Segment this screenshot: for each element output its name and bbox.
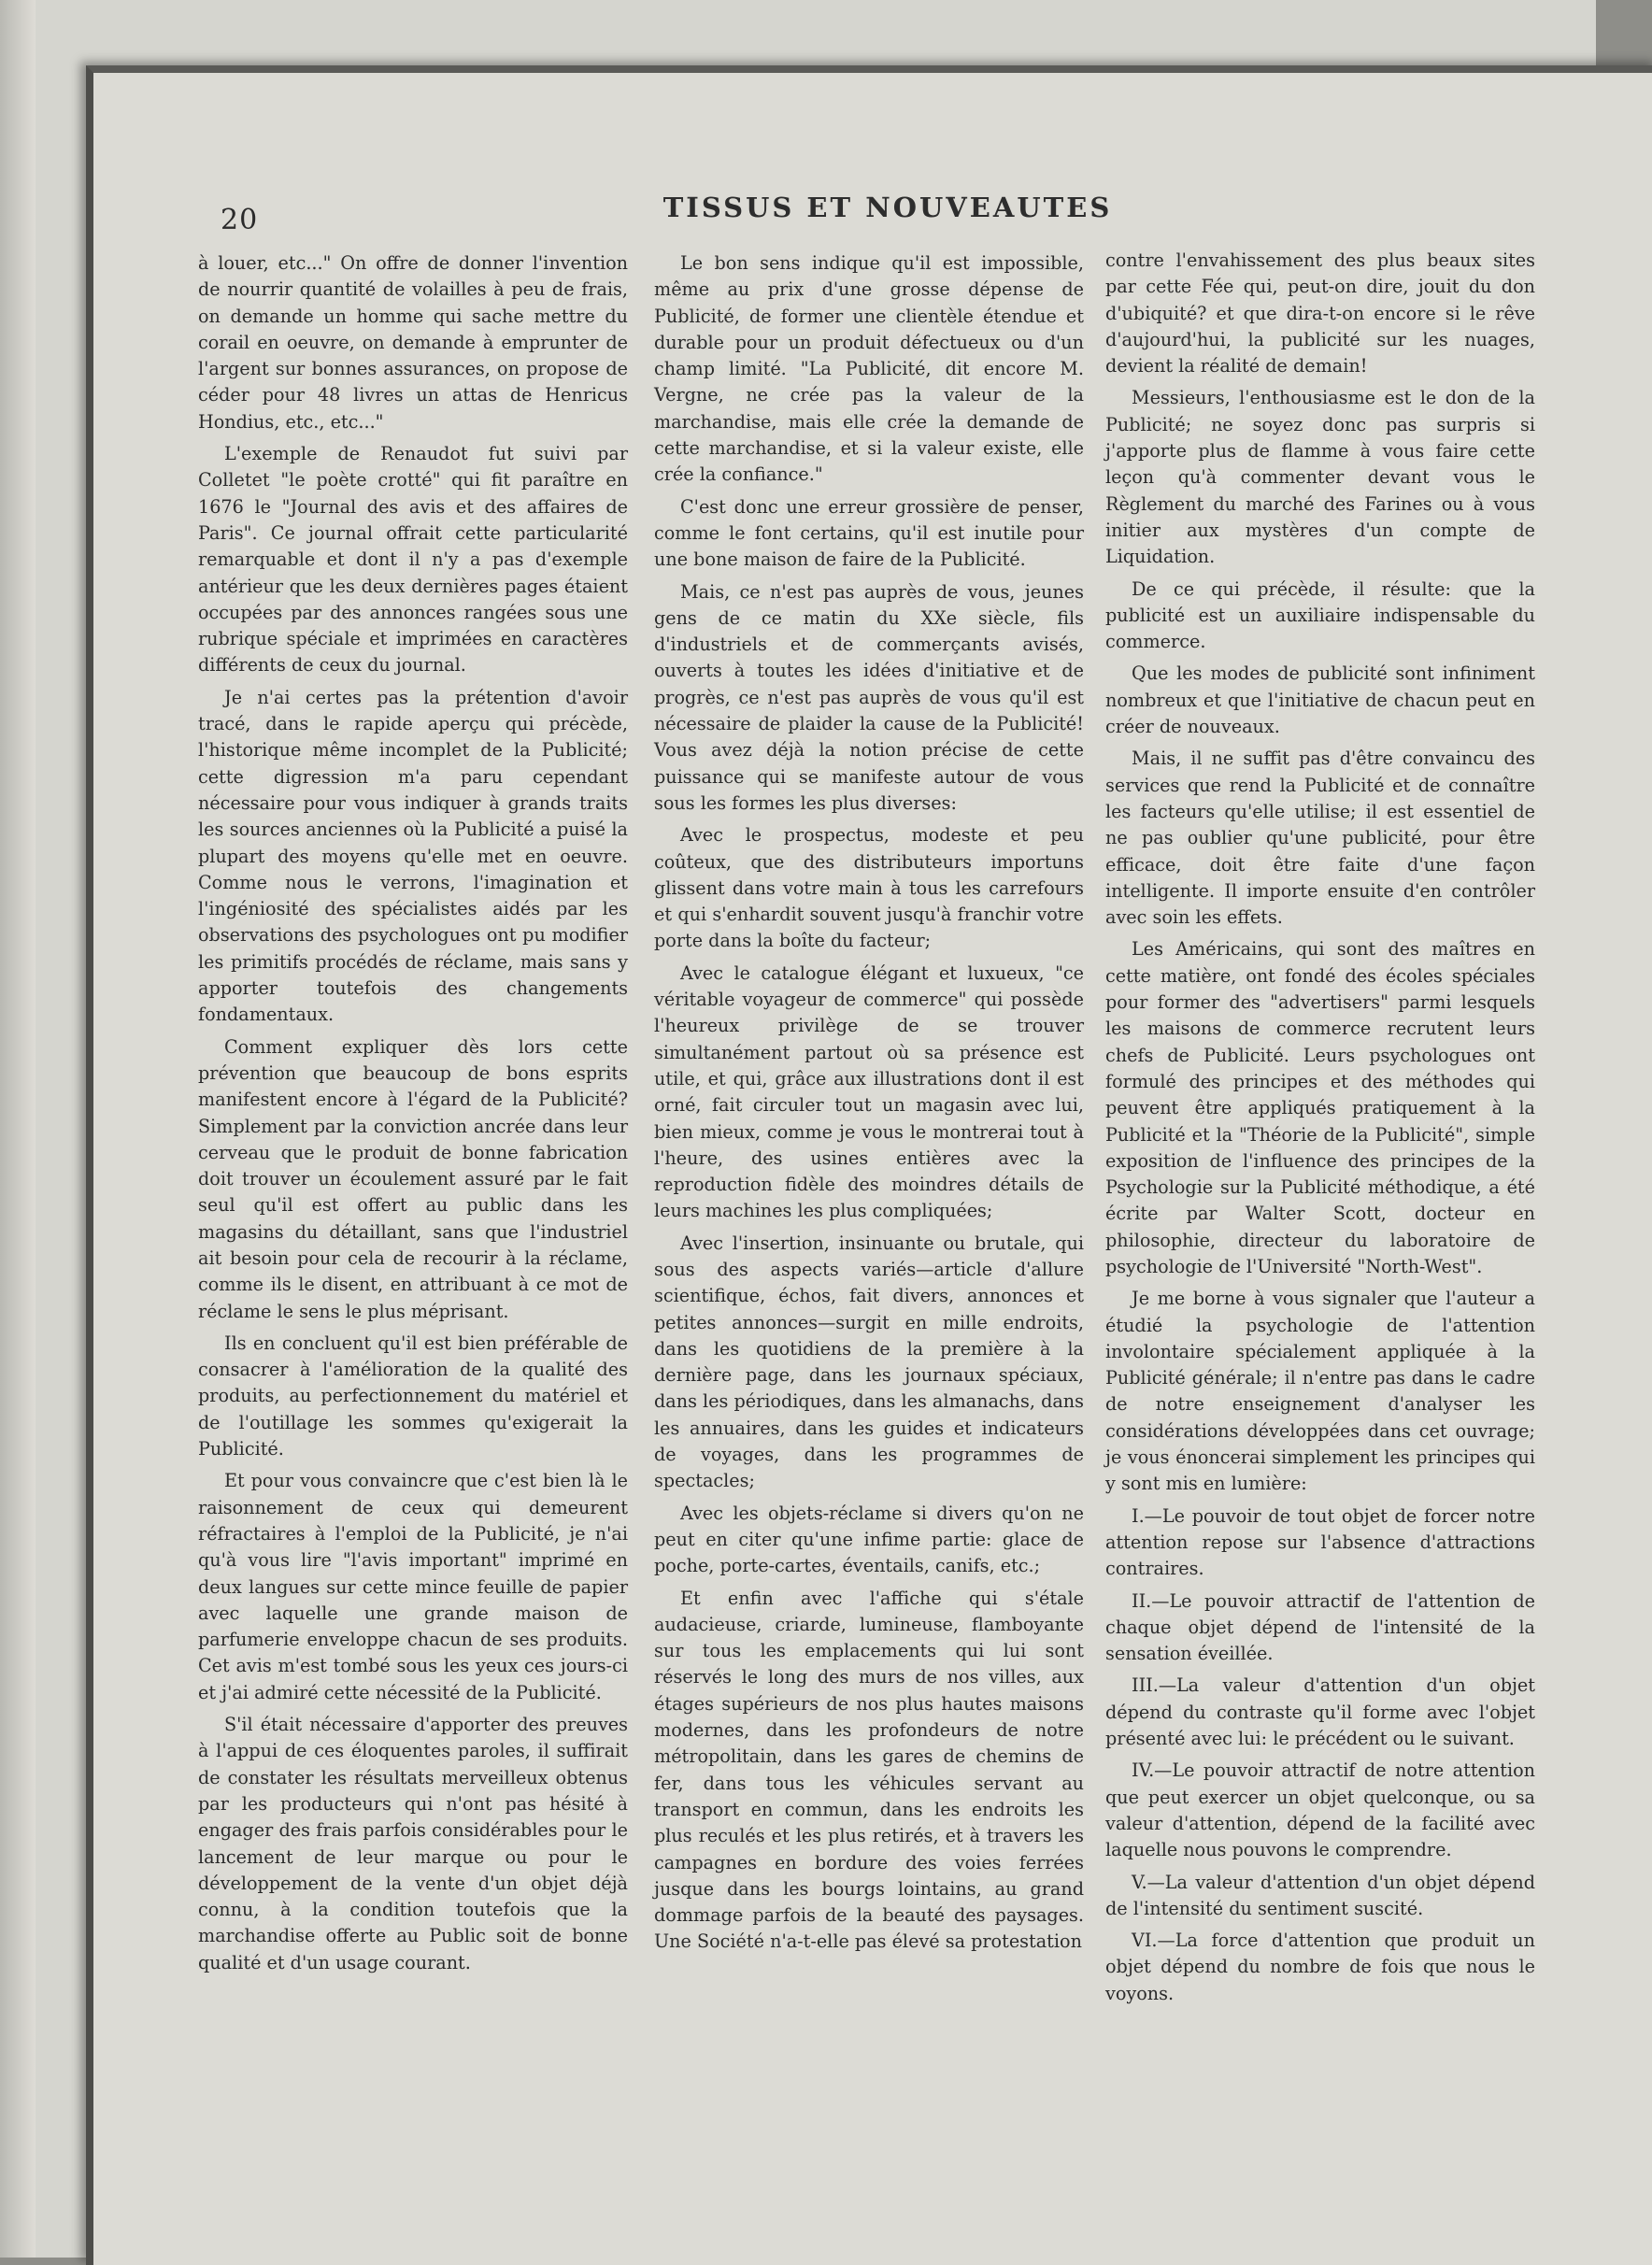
paragraph: Mais, ce n'est pas auprès de vous, jeunes gens de ce matin du XXe siècle, fils d'industriels et de commerçants avisés, ouverts à toutes les idées d'initiative et de progrès, ce n'est pas auprès de vous qu'il est nécessaire de plaider la cause de la Publicité! Vous avez déjà la notion précise de cette puissance qui se manifeste autour de vous sous les formes les plus diverses: [654,580,1084,814]
paragraph: Avec le catalogue élégant et luxueux, "ce véritable voyageur de commerce" qui possède l'heureux privilège de se trouver simultanément partout où sa présence est utile, et qui, grâce aux illustrations dont il est orné, fait circuler tout un magasin avec lui, bien mieux, comme je vous le montrerai tout à l'heure, des usines entières avec la reproduction fidèle des moindres détails de leurs machines les plus compliquées; [654,962,1084,1222]
paragraph: Je me borne à vous signaler que l'auteur a étudié la psychologie de l'attention involontaire spécialement appliquée à la Publicité générale; il n'entre pas dans le cadre de notre enseignement d'analyser les considérations développées dans cet ouvrage; je vous énoncerai simplement les principes qui y sont mis en lumière: [1105,1288,1535,1495]
paragraph: IV.—Le pouvoir attractif de notre attention que peut exercer un objet quelconque, ou sa valeur d'attention, dépend de la facilité avec laquelle nous pouvons le comprendre. [1105,1759,1535,1861]
paragraph: S'il était nécessaire d'apporter des preuves à l'appui de ces éloquentes paroles, il suffirait de constater les résultats merveilleux obtenus par les producteurs qui n'ont pas hésité à engager des frais parfois considérables pour le lancement de leur marque ou pour le développement de la vente d'un objet déjà connu, à la condition toutefois que la marchandise offerte au Public soit de bonne qualité et d'un usage courant. [198,1714,628,1973]
paragraph: Et enfin avec l'affiche qui s'étale audacieuse, criarde, lumineuse, flamboyante sur tous les emplacements qui lui sont réservés le long des murs de nos villes, aux étages supérieurs de nos plus hautes maisons modernes, dans les profondeurs de notre métropolitain, dans les gares de chemins de fer, dans tous les véhicules servant au transport en commun, dans les endroits les plus reculés et les plus retirés, et à travers les campagnes en bordure des voies ferrées jusque dans les bourgs lointains, au grand dommage parfois de la beauté des paysages. Une Société n'a-t-elle pas élevé sa protestation [654,1587,1084,1953]
paragraph: III.—La valeur d'attention d'un objet dépend du contraste qu'il forme avec l'objet présenté avec lui: le précédent ou le suivant. [1105,1674,1535,1750]
paragraph: II.—Le pouvoir attractif de l'attention de chaque objet dépend de l'intensité de la sensation éveillée. [1105,1589,1535,1665]
running-title: TISSUS ET NOUVEAUTES [662,192,1113,223]
paragraph: Que les modes de publicité sont infiniment nombreux et que l'initiative de chacun peut en créer de nouveaux. [1105,662,1535,738]
paragraph: V.—La valeur d'attention d'un objet dépend de l'intensité du sentiment suscité. [1105,1871,1535,1919]
paragraph: à louer, etc..." On offre de donner l'invention de nourrir quantité de volailles à peu de frais, on demande un homme qui sache mettre du corail en oeuvre, on demande à emprunter de l'argent sur bonnes assurances, on propose de céder pour 48 livres un attas de Henricus Hondius, etc., etc..." [198,252,628,433]
paragraph: C'est donc une erreur grossière de penser, comme le font certains, qu'il est inutile pour une bone maison de faire de la Publicité. [654,495,1084,571]
text-column-3 [1105,248,1535,2013]
paragraph: contre l'envahissement des plus beaux sites par cette Fée qui, peut-on dire, jouit du don d'ubiquité? et que dira-t-on encore si le rêve d'aujourd'hui, la publicité sur les nuages, devient la réalité de demain! [1105,249,1535,378]
paragraph: Messieurs, l'enthousiasme est le don de la Publicité; ne soyez donc pas surpris si j'apporte plus de flamme à vous faire cette leçon qu'à commenter devant vous le Règlement du marché des Farines ou à vous initier aux mystères d'un compte de Liquidation. [1105,387,1535,568]
page-number: 20 [221,204,259,236]
page-edge-left [0,0,36,2258]
paragraph: L'exemple de Renaudot fut suivi par Colletet "le poète crotté" qui fit paraître en 1676 le "Journal des avis et des affaires de Paris". Ce journal offrait cette particularité remarquable et dont il n'y a pas d'exemple antérieur que les deux dernières pages étaient occupées par des annonces rangées sous une rubrique spéciale et imprimées en caractères différents de ceux du journal. [198,443,628,677]
paragraph: Comment expliquer dès lors cette prévention que beaucoup de bons esprits manifestent encore à l'égard de la Publicité? Simplement par la conviction ancrée dans leur cerveau que le produit de bonne fabrication doit trouver un écoulement assuré par le fait seul qu'il est offert au public dans les magasins du détaillant, sans que l'industriel ait besoin pour cela de recourir à la réclame, comme ils le disent, en attribuant à ce mot de réclame le sens le plus méprisant. [198,1035,628,1322]
paragraph: I.—Le pouvoir de tout objet de forcer notre attention repose sur l'absence d'attractions contraires. [1105,1504,1535,1580]
paragraph: Les Américains, qui sont des maîtres en cette matière, ont fondé des écoles spéciales pour former des "advertisers" parmi lesquels les maisons de commerce recrutent leurs chefs de Publicité. Leurs psychologues ont formulé des principes et des méthodes qui peuvent être appliqués pratiquement à la Publicité et la "Théorie de la Publicité", simple exposition de l'influence des principes de la Psychologie sur la Publicité méthodique, a été écrite par Walter Scott, docteur en philosophie, directeur du laboratoire de psychologie de l'Université "North-West". [1105,938,1535,1277]
paragraph: De ce qui précède, il résulte: que la publicité est un auxiliaire indispensable du commerce. [1105,577,1535,653]
paragraph: Je n'ai certes pas la prétention d'avoir tracé, dans le rapide aperçu qui précède, l'historique même incomplet de la Publicité; cette digression m'a paru cependant nécessaire pour vous indiquer à grands traits les sources anciennes où la Publicité a puisé la plupart des moyens qu'elle met en oeuvre. Comme nous le verrons, l'imagination et l'ingéniosité des spécialistes aidés par les observations des psychologues ont pu modifier les primitifs procédés de réclame, mais sans y apporter toutefois des changements fondamentaux. [198,686,628,1026]
paragraph: Avec les objets-réclame si divers qu'on ne peut en citer qu'une infime partie: glace de poche, porte-cartes, éventails, canifs, etc.; [654,1502,1084,1577]
text-column-1 [198,250,628,1982]
paragraph: Mais, il ne suffit pas d'être convaincu des services que rend la Publicité et de connaître les facteurs qu'elle utilise; il est essentiel de ne pas oublier qu'une publicité, pour être efficace, doit être faite d'une façon intelligente. Il importe ensuite d'en contrôler avec soin les effets. [1105,748,1535,929]
paragraph: Ils en concluent qu'il est bien préférable de consacrer à l'amélioration de la qualité des produits, au perfectionnement du matériel et de l'outillage les sommes qu'exigerait la Publicité. [198,1332,628,1460]
paragraph: VI.—La force d'attention que produit un objet dépend du nombre de fois que nous le voyons. [1105,1930,1535,2004]
paragraph: Et pour vous convaincre que c'est bien là le raisonnement de ceux qui demeurent réfractaires à l'emploi de la Publicité, je n'ai qu'à vous lire "l'avis important" imprimé en deux langues sur cette mince feuille de papier avec laquelle une grande maison de parfumerie enveloppe chacun de ses produits. Cet avis m'est tombé sous les yeux ces jours-ci et j'ai admiré cette nécessité de la Publicité. [198,1470,628,1703]
paragraph: Avec le prospectus, modeste et peu coûteux, que des distributeurs importuns glissent dans votre main à tous les carrefours et qui s'enhardit souvent jusqu'à franchir votre porte dans la boîte du facteur; [654,824,1084,952]
text-column-2 [654,250,1084,1961]
paragraph: Avec l'insertion, insinuante ou brutale, qui sous des aspects variés—article d'allure scientifique, échos, fait divers, annonces et petites annonces—surgit en mille endroits, dans les quotidiens de la première à la dernière page, dans les journaux spéciaux, dans les périodiques, dans les almanachs, dans les annuaires, dans les guides et indicateurs de voyages, dans les programmes de spectacles; [654,1232,1084,1492]
paragraph: Le bon sens indique qu'il est impossible, même au prix d'une grosse dépense de Publicité, de former une clientèle étendue et durable pour un produit défectueux ou d'un champ limité. "La Publicité, dit encore M. Vergne, ne crée pas la valeur de la marchandise, mais elle crée la demande de cette marchandise, et si la valeur existe, elle crée la confiance." [654,252,1084,486]
